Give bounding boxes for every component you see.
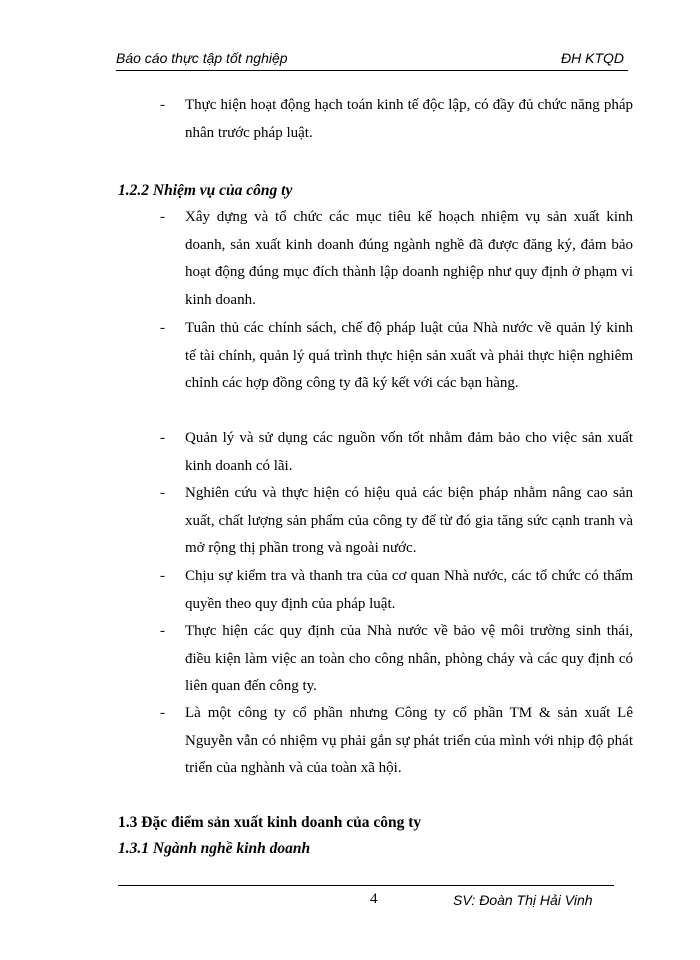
header-report-title: Báo cáo thực tập tốt nghiệp — [116, 50, 288, 66]
subsection-heading: 1.3.1 Ngành nghề kinh doanh — [118, 840, 311, 857]
bullet-dash: - — [160, 97, 165, 113]
bullet-dash: - — [160, 485, 165, 501]
bullet-item: Tuân thủ các chính sách, chế độ pháp luật của Nhà nước về quản lý kinh tế tài chính, quản lý quá trình thực hiện sản xuất và phải thực hiện nghiêm chỉnh các hợp đồng công ty đã ký kết với các bạn hàng. — [185, 320, 633, 391]
bullet-dash: - — [160, 209, 165, 225]
page-number: 4 — [370, 891, 378, 907]
bullet-dash: - — [160, 568, 165, 584]
page-header — [116, 48, 628, 71]
section-heading: 1.3 Đặc điểm sản xuất kinh doanh của công ty — [118, 814, 422, 831]
section-heading: 1.2.2 Nhiệm vụ của công ty — [118, 182, 293, 199]
bullet-dash: - — [160, 623, 165, 639]
bullet-item: Thực hiện hoạt động hạch toán kinh tế độc lập, có đầy đủ chức năng pháp nhân trước pháp luật. — [185, 97, 633, 141]
bullet-item: Chịu sự kiểm tra và thanh tra của cơ quan Nhà nước, các tổ chức có thẩm quyền theo quy định của pháp luật. — [185, 568, 633, 612]
bullet-item: Thực hiện các quy định của Nhà nước về bảo vệ môi trường sinh thái, điều kiện làm việc an toàn cho công nhân, phòng cháy và các quy định có liên quan đến công ty. — [185, 623, 633, 694]
bullet-dash: - — [160, 430, 165, 446]
header-university: ĐH KTQD — [561, 50, 624, 66]
bullet-item: Là một công ty cổ phần nhưng Công ty cổ phần TM & sản xuất Lê Nguyễn vẫn có nhiệm vụ phải gắn sự phát triển của mình với nhịp độ phát triển của nghành và của toàn xã hội. — [185, 705, 633, 776]
footer-author: SV: Đoàn Thị Hải Vinh — [453, 892, 593, 908]
bullet-item: Xây dựng và tổ chức các mục tiêu kế hoạch nhiệm vụ sản xuất kinh doanh, sản xuất kinh doanh đúng ngành nghề đã được đăng ký, đảm bảo hoạt động đúng mục đích thành lập doanh nghiệp như quy định ở phạm vi kinh doanh. — [185, 209, 633, 308]
bullet-dash: - — [160, 320, 165, 336]
bullet-item: Quản lý và sử dụng các nguồn vốn tốt nhằm đảm bảo cho việc sản xuất kinh doanh có lãi. — [185, 430, 633, 474]
bullet-dash: - — [160, 705, 165, 721]
footer-divider — [118, 885, 614, 886]
bullet-item: Nghiên cứu và thực hiện có hiệu quả các biện pháp nhằm nâng cao sản xuất, chất lượng sản phẩm của công ty để từ đó gia tăng sức cạnh tranh và mở rộng thị phần trong và ngoài nước. — [185, 485, 633, 556]
